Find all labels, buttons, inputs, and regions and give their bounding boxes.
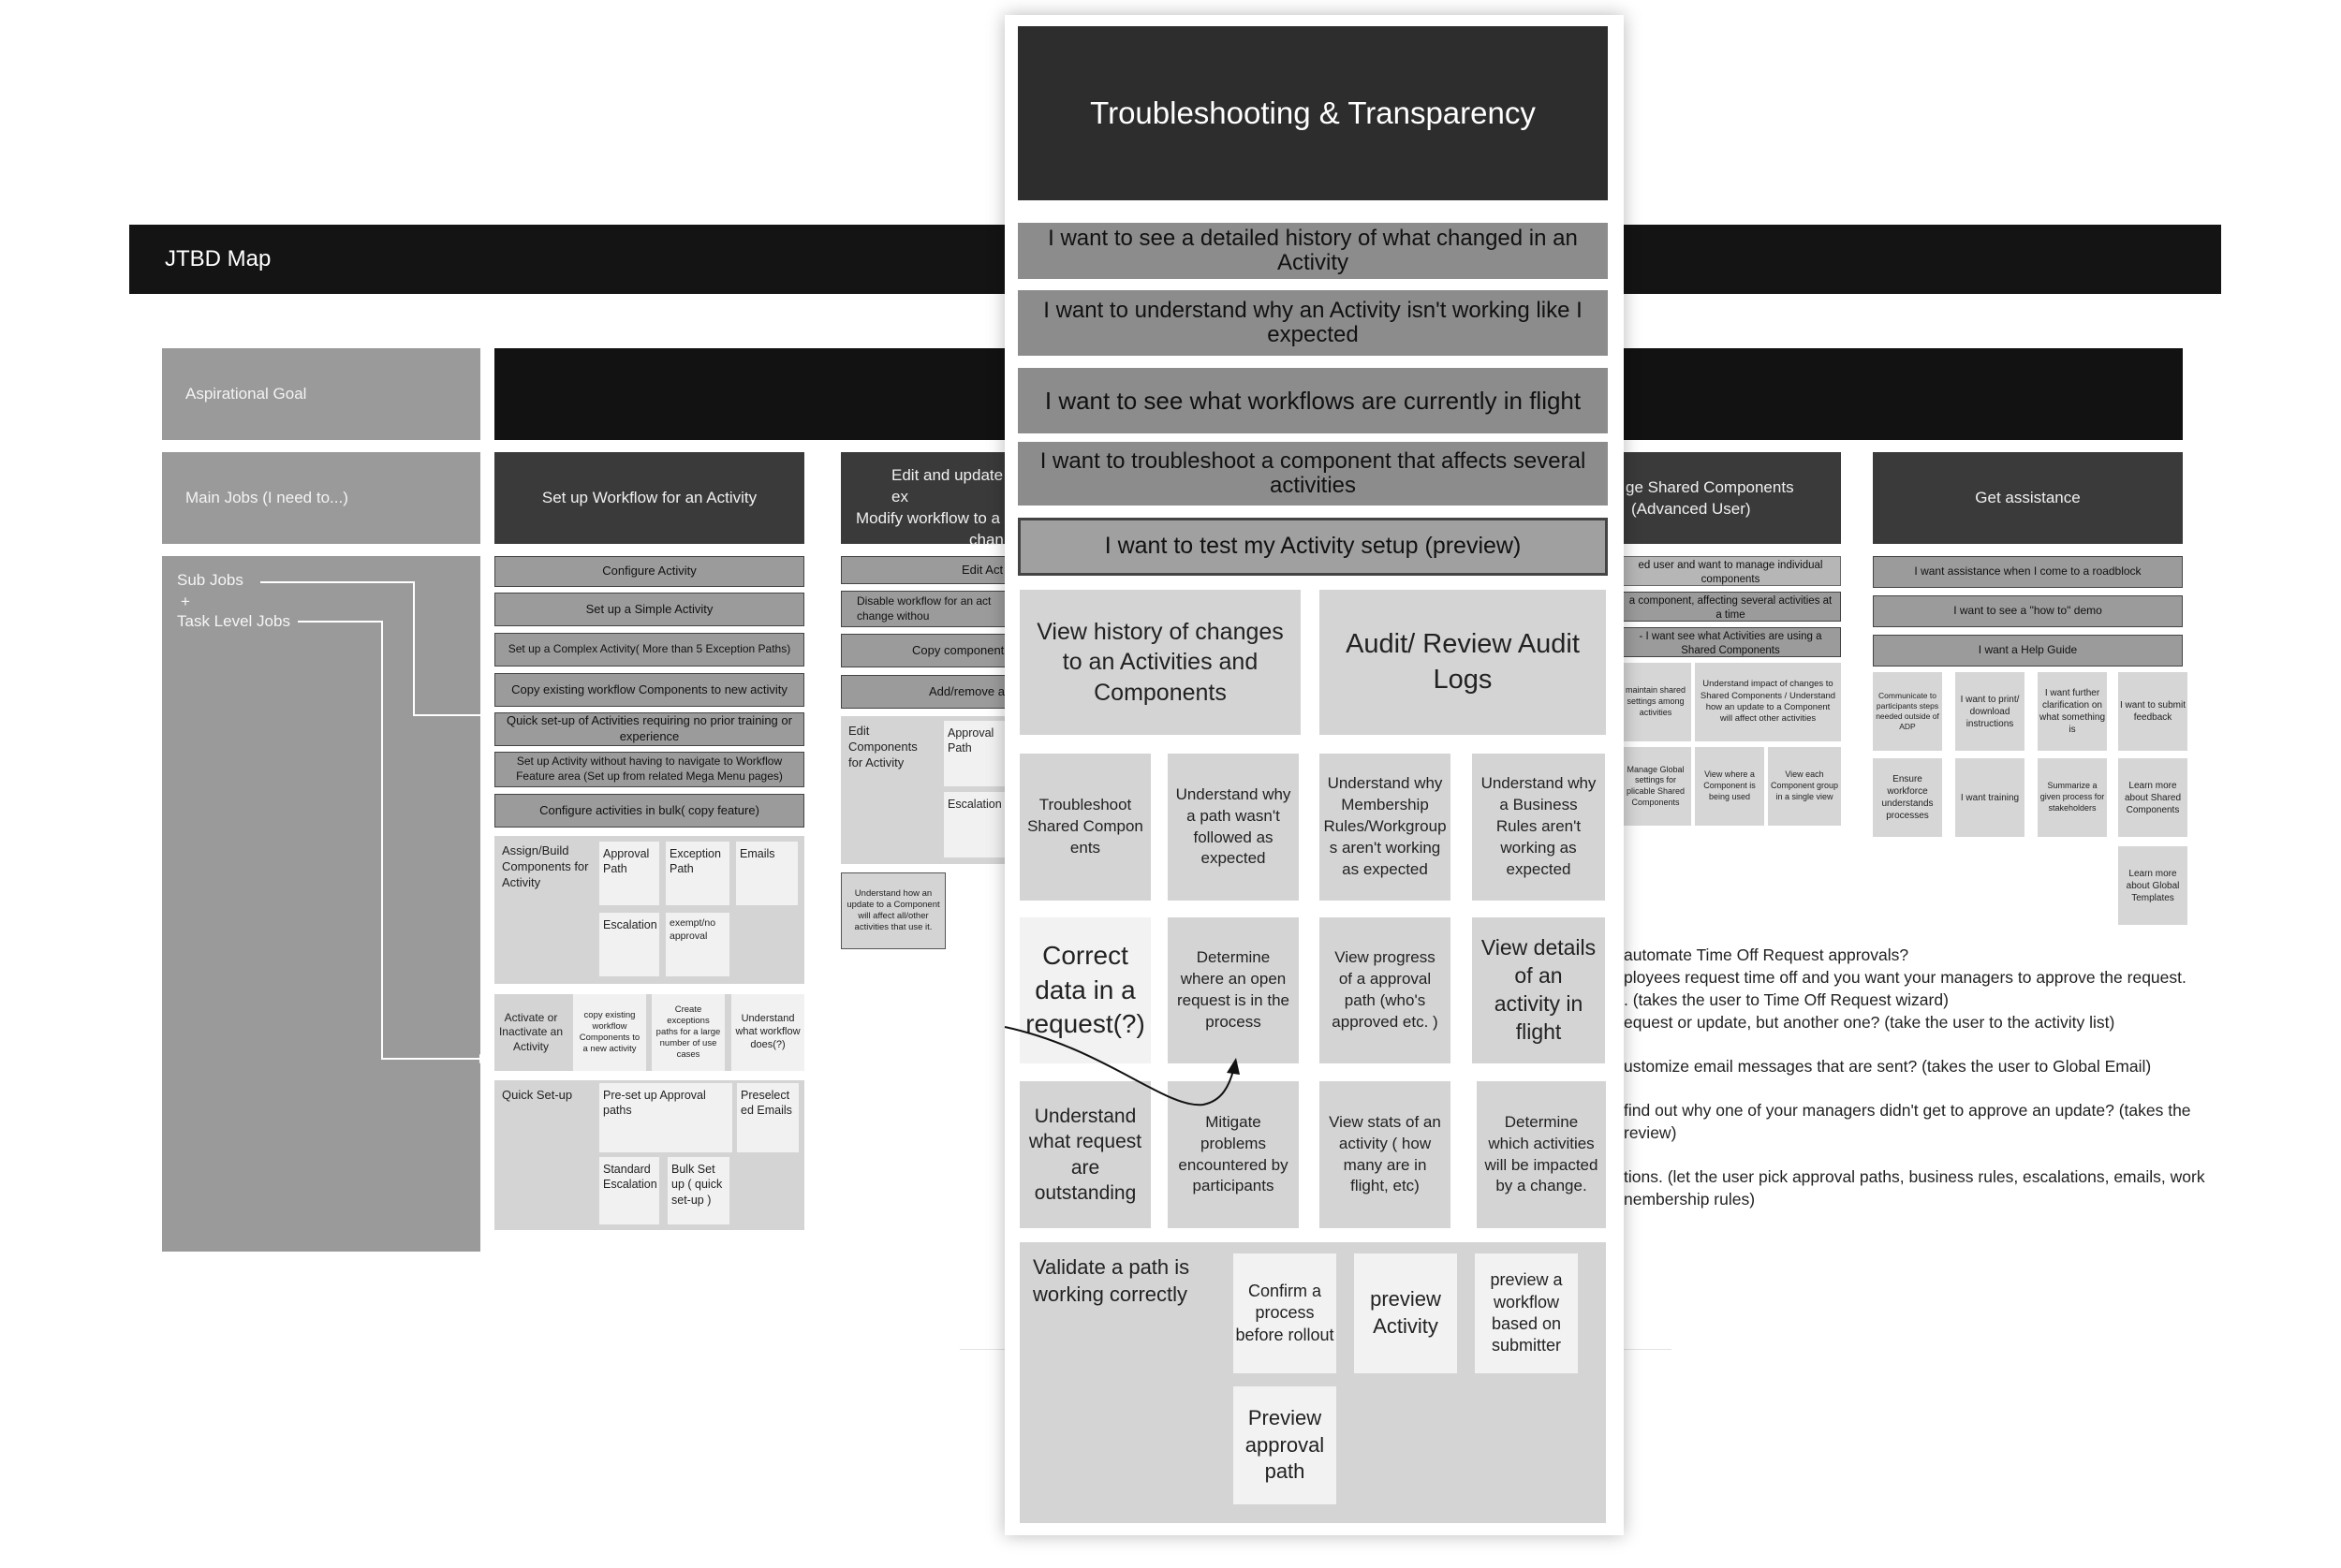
question-line: find out why one of your managers didn't get to approve an update? (takes the — [1624, 1101, 2191, 1120]
col1-bar: Set up a Simple Activity — [494, 593, 804, 626]
sticky-note: Summarize a given process for stakeholders — [2038, 758, 2107, 837]
sticky-note: Standard Escalation — [599, 1157, 659, 1224]
sticky-note: View where a Component is being used — [1695, 747, 1764, 826]
aspirational-goal-label: Aspirational Goal — [162, 348, 480, 440]
sticky-note: Understand what workflow does(?) — [731, 994, 804, 1071]
sticky-note: Manage Global settings for plicable Shared Components — [1620, 747, 1691, 826]
assign-panel-title: Assign/Build Components for Activity — [502, 843, 589, 889]
component-impact-note: Understand how an update to a Component will affect all/other activities that use it. — [841, 872, 946, 949]
plus-label: + — [181, 593, 190, 610]
sticky-note: exempt/no approval — [666, 913, 729, 976]
col5-bar: a component, affecting several activities at a time — [1620, 592, 1841, 622]
col1-bar: Set up Activity without having to navigate to Workflow Feature area (Set up from related Mega Menu pages) — [494, 752, 804, 787]
card-job-bar[interactable]: I want to see a detailed history of what changed in an Activity — [1018, 223, 1608, 279]
col2-header-line: Edit and update ex — [891, 466, 1004, 506]
col5-header-line: (Advanced User) — [1631, 499, 1751, 518]
col1-bar: Configure Activity — [494, 556, 804, 587]
sticky-note: Pre-set up Approval paths — [599, 1083, 732, 1152]
col1-bar: Configure activities in bulk( copy feature) — [494, 794, 804, 828]
sticky-note: Learn more about Shared Components — [2118, 758, 2187, 837]
grid-cell[interactable]: View progress of a approval path (who's approved etc. ) — [1319, 917, 1450, 1063]
grid-cell[interactable]: Mitigate problems encountered by participants — [1168, 1081, 1299, 1228]
col2-bar: Edit Act — [841, 556, 1019, 584]
col6-bar: I want to see a "how to" demo — [1873, 595, 2183, 627]
grid-cell[interactable]: Determine which activities will be impacted by a change. — [1477, 1081, 1606, 1228]
card-job-bar[interactable]: I want to understand why an Activity isn't working like I expected — [1018, 290, 1608, 356]
task-jobs-label: Task Level Jobs — [177, 612, 290, 630]
sticky-note: Ensure workforce understands processes — [1873, 758, 1942, 837]
grid-cell[interactable]: Understand why a Business Rules aren't working as expected — [1472, 754, 1605, 901]
col2-bar: Copy component — [841, 634, 1019, 667]
sticky-note: Emails — [736, 842, 798, 905]
col2-bar: Add/remove a — [841, 675, 1019, 709]
sticky-note: Approval Path — [944, 721, 1019, 786]
grid-cell[interactable]: View details of an activity in flight — [1472, 917, 1605, 1063]
sticky-note: Communicate to participants steps needed outside of ADP — [1873, 672, 1942, 751]
question-line: tions. (let the user pick approval paths, business rules, escalations, emails, work — [1624, 1167, 2205, 1186]
sticky-note: Escalation — [944, 792, 1019, 857]
sticky-note: Understand impact of changes to Shared Components / Understand how an update to a Component will affect other activities — [1695, 663, 1841, 741]
sticky-note: Bulk Set up ( quick set-up ) — [668, 1157, 729, 1224]
validate-sticky[interactable]: preview Activity — [1354, 1253, 1457, 1373]
sticky-note: maintain shared settings among activities — [1620, 663, 1691, 741]
grid-cell[interactable]: Correct data in a request(?) — [1020, 917, 1151, 1063]
question-line: ustomize email messages that are sent? (takes the user to Global Email) — [1624, 1057, 2152, 1076]
sticky-note: Create exceptions paths for a large number of use cases — [652, 994, 725, 1071]
col5-bar: - I want see what Activities are using a Shared Components — [1620, 627, 1841, 657]
col1-bar: Copy existing workflow Components to new activity — [494, 673, 804, 707]
sticky-note: Escalation — [599, 913, 659, 976]
grid-cell[interactable]: View stats of an activity ( how many are in flight, etc) — [1319, 1081, 1450, 1228]
question-line: review) — [1624, 1123, 1677, 1142]
validate-sticky[interactable]: Preview approval path — [1233, 1386, 1336, 1504]
validate-sticky[interactable]: preview a workflow based on submitter — [1475, 1253, 1578, 1373]
sticky-note: Preselect ed Emails — [737, 1083, 799, 1152]
sticky-note: Learn more about Global Templates — [2118, 846, 2187, 925]
grid-cell[interactable]: Troubleshoot Shared Compon ents — [1020, 754, 1151, 901]
main-jobs-label: Main Jobs (I need to...) — [162, 452, 480, 544]
sticky-note: Activate or Inactivate an Activity — [494, 994, 567, 1071]
col5-bar: ed user and want to manage individual components — [1620, 556, 1841, 586]
sticky-note: Approval Path — [599, 842, 659, 905]
col5-header-line: ge Shared Components — [1626, 478, 1794, 496]
validate-title: Validate a path is working correctly — [1033, 1255, 1190, 1306]
question-line: . (takes the user to Time Off Request wizard) — [1624, 990, 1949, 1009]
col2-header-line: chan — [969, 530, 1004, 549]
question-line: nembership rules) — [1624, 1190, 1756, 1209]
sticky-note: I want to print/ download instructions — [1955, 672, 2024, 751]
card-job-bar-selected[interactable]: I want to test my Activity setup (preview) — [1018, 518, 1608, 576]
card-job-bar[interactable]: I want to see what workflows are currently in flight — [1018, 368, 1608, 433]
col1-header: Set up Workflow for an Activity — [494, 452, 804, 544]
sticky-note: I want further clarification on what something is — [2038, 672, 2107, 751]
grid-cell[interactable]: Determine where an open request is in the process — [1168, 917, 1299, 1063]
col6-bar: I want assistance when I come to a roadblock — [1873, 556, 2183, 588]
col2-bar: Disable workflow for an act change withou — [841, 591, 1019, 627]
col1-bar: Quick set-up of Activities requiring no prior training or experience — [494, 712, 804, 746]
sticky-note: View each Component group in a single view — [1768, 747, 1841, 826]
edit-panel-title: Edit Components for Activity — [848, 724, 918, 769]
sticky-note: copy existing workflow Components to a new activity — [573, 994, 646, 1071]
col6-header: Get assistance — [1873, 452, 2183, 544]
sticky-note: I want to submit feedback — [2118, 672, 2187, 751]
card-job-bar[interactable]: I want to troubleshoot a component that affects several activities — [1018, 442, 1608, 506]
validate-sticky[interactable]: Confirm a process before rollout — [1233, 1253, 1336, 1373]
question-line: equest or update, but another one? (take the user to the activity list) — [1624, 1013, 2115, 1032]
quick-setup-title: Quick Set-up — [502, 1088, 573, 1102]
question-line: automate Time Off Request approvals? — [1624, 945, 1909, 964]
grid-cell[interactable]: Understand why Membership Rules/Workgroup s aren't working as expected — [1319, 754, 1450, 901]
col2-header-line: Modify workflow to a — [856, 508, 1000, 527]
question-line: ployees request time off and you want your managers to approve the request. — [1624, 968, 2186, 987]
grid-cell[interactable]: Understand why a path wasn't followed as expected — [1168, 754, 1299, 901]
audit-box[interactable]: Audit/ Review Audit Logs — [1319, 590, 1606, 735]
grid-cell[interactable]: Understand what request are outstanding — [1020, 1081, 1151, 1228]
sticky-note: I want training — [1955, 758, 2024, 837]
col1-bar: Set up a Complex Activity( More than 5 Exception Paths) — [494, 633, 804, 667]
sticky-note: Exception Path — [666, 842, 729, 905]
col6-bar: I want a Help Guide — [1873, 635, 2183, 667]
map-title: JTBD Map — [165, 246, 272, 271]
card-title: Troubleshooting & Transparency — [1018, 26, 1608, 200]
history-box[interactable]: View history of changes to an Activities and Components — [1020, 590, 1301, 735]
sub-jobs-label: Sub Jobs — [177, 571, 243, 589]
